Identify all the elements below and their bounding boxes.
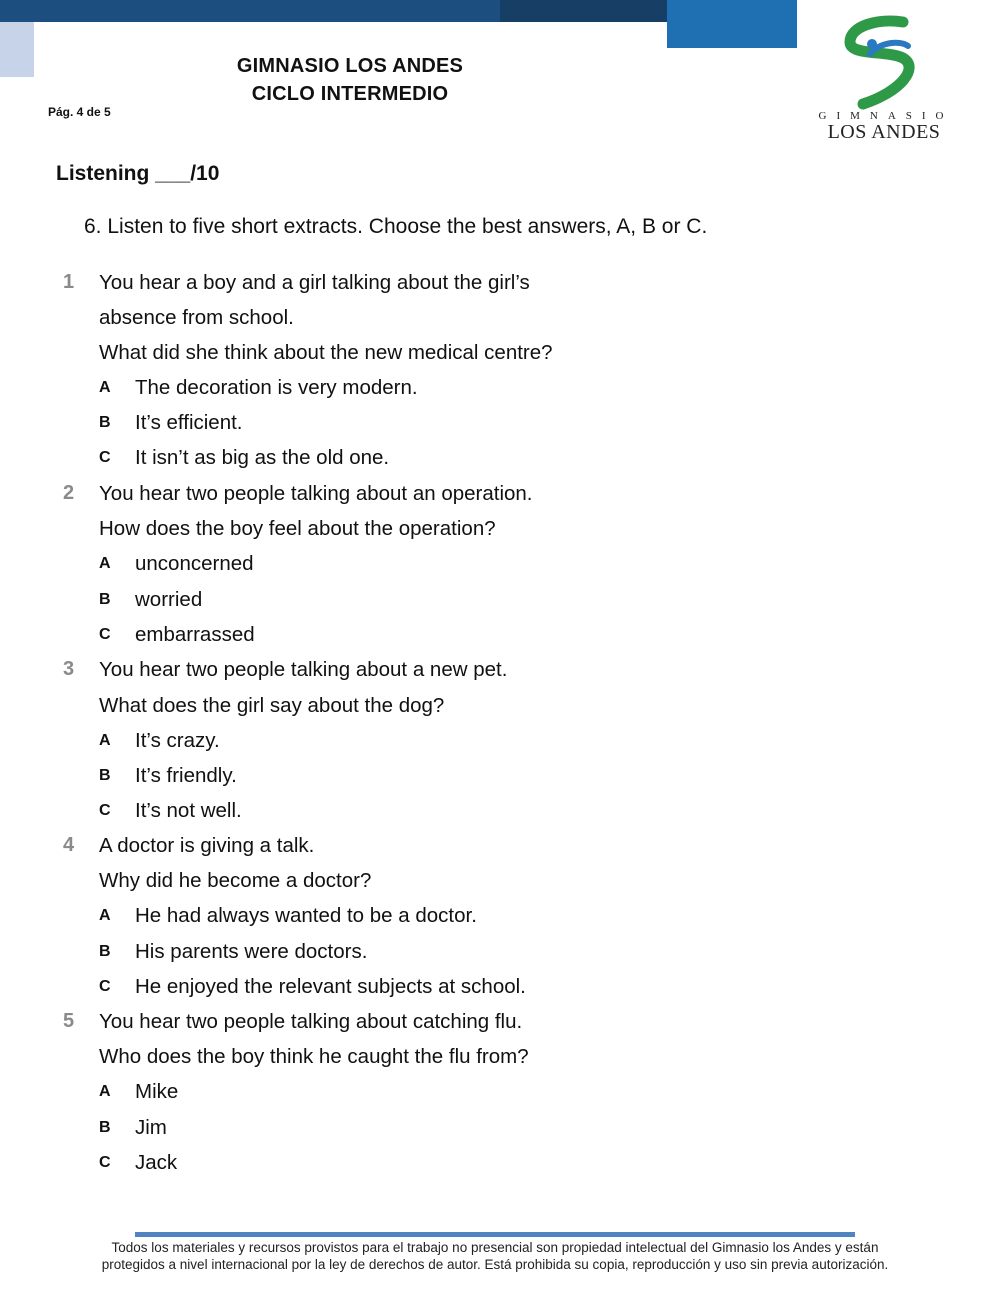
footer-line: protegidos a nivel internacional por la ley de derechos de autor. Está prohibida su copia, reproducción y uso sin previa autorización. — [101, 1257, 889, 1272]
option-letter[interactable]: A — [99, 907, 111, 924]
option-letter[interactable]: A — [99, 379, 111, 396]
option-text[interactable]: It’s crazy. — [135, 729, 220, 752]
option-letter[interactable]: C — [99, 626, 111, 643]
page-number: Pág. 4 de 5 — [48, 105, 111, 119]
question-number: 1 — [63, 271, 75, 293]
question-prompt: How does the boy feel about the operation? — [99, 517, 496, 540]
option-text[interactable]: embarrassed — [135, 623, 255, 646]
option-letter[interactable]: A — [99, 732, 111, 749]
question-prompt: What did she think about the new medical centre? — [99, 341, 553, 364]
logo-word-gimnasio: GIMNASIO — [818, 110, 954, 122]
question-prompt: Why did he become a doctor? — [99, 869, 372, 892]
question-prompt: What does the girl say about the dog? — [99, 694, 445, 717]
option-letter[interactable]: A — [99, 1083, 111, 1100]
question-text: absence from school. — [99, 306, 294, 329]
question-prompt: Who does the boy think he caught the flu from? — [99, 1045, 529, 1068]
option-letter[interactable]: C — [99, 802, 111, 819]
option-letter[interactable]: C — [99, 978, 111, 995]
question-text: You hear two people talking about catching flu. — [99, 1010, 523, 1033]
question-number: 5 — [63, 1010, 75, 1032]
footer-divider — [135, 1232, 855, 1237]
option-letter[interactable]: B — [99, 943, 111, 960]
option-text[interactable]: Jack — [135, 1151, 178, 1174]
header-bar-blue — [667, 0, 797, 48]
question-text: A doctor is giving a talk. — [99, 834, 315, 857]
option-text[interactable]: It isn’t as big as the old one. — [135, 446, 390, 469]
question-text: You hear a boy and a girl talking about the girl’s — [99, 271, 530, 294]
option-text[interactable]: unconcerned — [135, 552, 254, 575]
question-number: 2 — [63, 482, 75, 504]
option-letter[interactable]: B — [99, 414, 111, 431]
logo-word-los-andes: LOS ANDES — [827, 121, 941, 143]
footer-copyright — [40, 1239, 950, 1273]
option-text[interactable]: Mike — [135, 1080, 179, 1103]
school-header — [150, 52, 550, 108]
section-title: Listening ___/10 — [56, 162, 220, 185]
header-bar-dark — [0, 0, 500, 22]
option-text[interactable]: It’s friendly. — [135, 764, 237, 787]
option-letter[interactable]: C — [99, 449, 111, 466]
option-text[interactable]: worried — [135, 588, 203, 611]
question-number: 3 — [63, 658, 75, 680]
question-number: 4 — [63, 834, 75, 856]
option-text[interactable]: His parents were doctors. — [135, 940, 368, 963]
option-text[interactable]: It’s not well. — [135, 799, 242, 822]
option-text[interactable]: He enjoyed the relevant subjects at school. — [135, 975, 526, 998]
school-name: GIMNASIO LOS ANDES — [236, 55, 464, 77]
exercise-instruction: 6. Listen to five short extracts. Choose the best answers, A, B or C. — [84, 215, 708, 238]
option-letter[interactable]: C — [99, 1154, 111, 1171]
option-letter[interactable]: B — [99, 1119, 111, 1136]
option-letter[interactable]: B — [99, 767, 111, 784]
option-text[interactable]: The decoration is very modern. — [135, 376, 418, 399]
option-text[interactable]: Jim — [135, 1116, 167, 1139]
option-letter[interactable]: A — [99, 555, 111, 572]
footer-line: Todos los materiales y recursos provistos para el trabajo no presencial son propiedad intelectual del Gimnasio los Andes y están — [111, 1240, 879, 1255]
cycle-name: CICLO INTERMEDIO — [251, 83, 449, 105]
option-letter[interactable]: B — [99, 591, 111, 608]
question-text: You hear two people talking about a new pet. — [99, 658, 508, 681]
option-text[interactable]: He had always wanted to be a doctor. — [135, 904, 477, 927]
question-text: You hear two people talking about an operation. — [99, 482, 533, 505]
header-bar-light — [0, 22, 34, 77]
option-text[interactable]: It’s efficient. — [135, 411, 243, 434]
